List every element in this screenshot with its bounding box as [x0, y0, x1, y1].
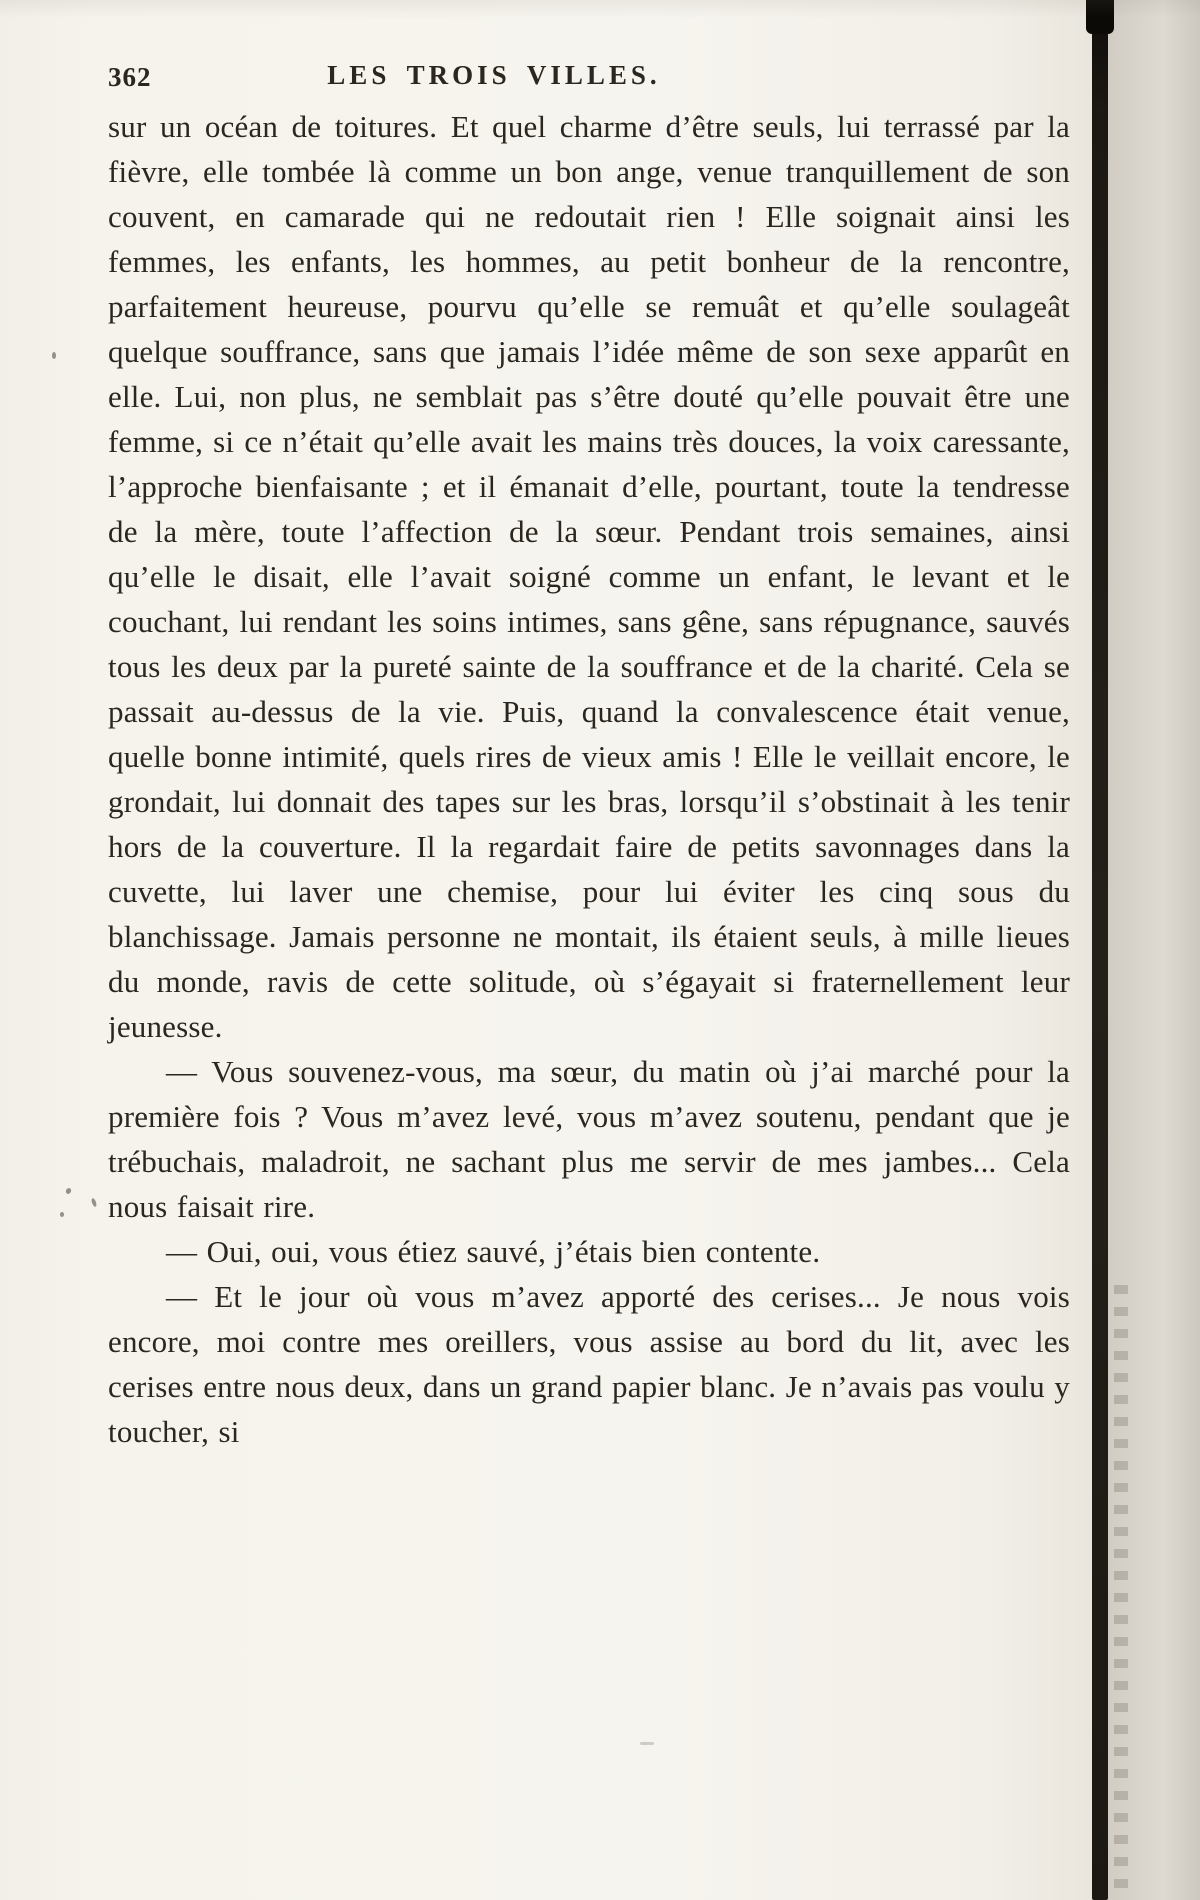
scan-artifact [65, 1187, 72, 1195]
page-number: 362 [108, 62, 152, 92]
paragraph-continuation: sur un océan de toitures. Et quel charme d’être seuls, lui terrassé par la fièvre, elle tombée là comme un bon ange, venue tranquillement de son couvent, en camarade qui ne redoutait rien ! Elle soignait ainsi les femmes, les enfants, les hommes, au petit bonheur de la rencontre, parfaitement heureuse, pourvu qu’elle se remuât et qu’elle soulageât quelque souffrance, sans que jamais l’idée même de son sexe apparût en elle. Lui, non plus, ne semblait pas s’être douté qu’elle pouvait être une femme, si ce n’était qu’elle avait les mains très douces, la voix caressante, l’approche bienfaisante ; et il émanait d’elle, pourtant, toute la tendresse de la mère, toute l’affection de la sœur. Pendant trois semaines, ainsi qu’elle le disait, elle l’avait soigné comme un enfant, le levant et le couchant, lui rendant les soins intimes, sans gêne, sans répugnance, sauvés tous les deux par la pureté sainte de la souffrance et de la charité. Cela se passait au-dessus de la vie. Puis, quand la convalescence était venue, quelle bonne intimité, quels rires de vieux amis ! Elle le veillait encore, le grondait, lui donnait des tapes sur les bras, lorsqu’il s’obstinait à les tenir hors de la couverture. Il la regardait faire de petits savonnages dans la cuvette, lui laver une chemise, pour lui éviter les cinq sous du blanchissage. Jamais personne ne montait, ils étaient seuls, à mille lieues du monde, ravis de cette solitude, où s’égayait si fraternellement leur jeunesse. [108, 109, 1070, 1044]
scan-artifact [60, 1212, 64, 1217]
running-title: LES TROIS VILLES. [327, 60, 661, 90]
scan-artifact [52, 352, 56, 359]
body-text [108, 104, 1070, 1454]
book-binding-bar [1092, 0, 1108, 1900]
paragraph-dialogue-1: — Vous souvenez-vous, ma sœur, du matin où j’ai marché pour la première fois ? Vous m’avez levé, vous m’avez soutenu, pendant que je trébuchais, maladroit, ne sachant plus me servir de mes jambes... Cela nous faisait rire. [108, 1054, 1070, 1224]
paragraph-dialogue-2: — Oui, oui, vous étiez sauvé, j’étais bien contente. [166, 1234, 821, 1269]
page-edge-streaks [1114, 1285, 1128, 1900]
paragraph-dialogue-3: — Et le jour où vous m’avez apporté des cerises... Je nous vois encore, moi contre mes oreillers, vous assise au bord du lit, avec les cerises entre nous deux, dans un grand papier blanc. Je n’avais pas voulu y toucher, si [108, 1279, 1070, 1449]
scan-artifact [640, 1742, 654, 1745]
scan-artifact [91, 1198, 98, 1208]
page-header [108, 58, 1070, 98]
